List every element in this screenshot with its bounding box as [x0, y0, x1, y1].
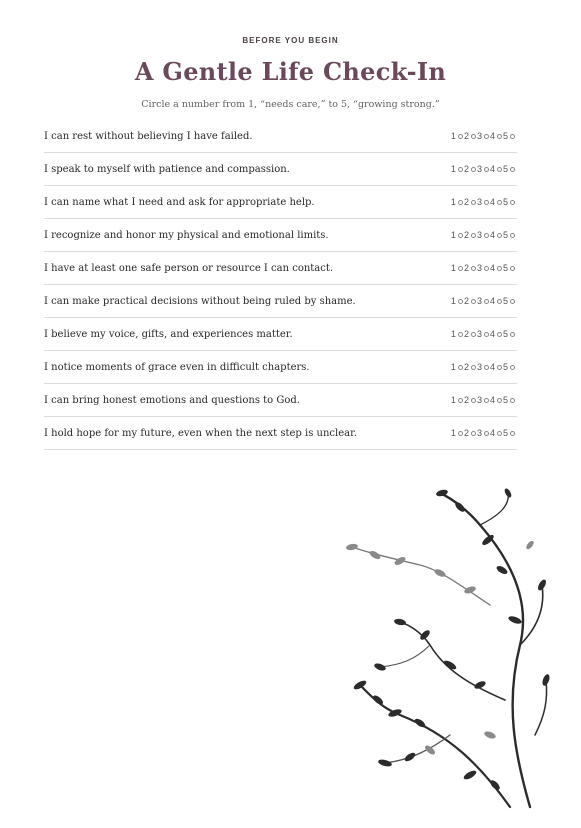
rating-circle-icon[interactable] — [471, 134, 476, 139]
rating-circle-icon[interactable] — [458, 266, 463, 271]
rating-circle-icon[interactable] — [458, 431, 463, 436]
rating-circle-icon[interactable] — [484, 266, 489, 271]
rating-circle-icon[interactable] — [497, 167, 502, 172]
rating-number: 3 — [476, 197, 482, 207]
rating-number: 5 — [502, 329, 508, 339]
rating-circle-icon[interactable] — [510, 365, 515, 370]
rating-option-1[interactable] — [451, 263, 463, 273]
rating-option-5[interactable] — [503, 395, 515, 405]
rating-option-2[interactable] — [464, 263, 476, 273]
eyebrow-label: BEFORE YOU BEGIN — [242, 36, 339, 45]
rating-circle-icon[interactable] — [471, 365, 476, 370]
rating-option-4[interactable] — [490, 395, 502, 405]
rating-circle-icon[interactable] — [484, 134, 489, 139]
rating-number: 4 — [489, 395, 495, 405]
rating-number: 2 — [463, 296, 469, 306]
rating-number: 3 — [476, 395, 482, 405]
rating-option-1[interactable] — [451, 362, 463, 372]
rating-option-4[interactable] — [490, 164, 502, 174]
rating-number: 2 — [463, 197, 469, 207]
rating-circle-icon[interactable] — [497, 398, 502, 403]
rating-option-2[interactable] — [464, 197, 476, 207]
rating-option-1[interactable] — [451, 164, 463, 174]
rating-option-4[interactable] — [490, 329, 502, 339]
rating-option-1[interactable] — [451, 395, 463, 405]
rating-circle-icon[interactable] — [471, 266, 476, 271]
rating-number: 1 — [450, 164, 456, 174]
statement-text: I can make practical decisions without being ruled by shame. — [44, 295, 356, 307]
checkin-row — [44, 318, 517, 351]
rating-number: 1 — [450, 197, 456, 207]
checkin-row — [44, 120, 517, 153]
rating-number: 3 — [476, 263, 482, 273]
rating-number: 3 — [476, 296, 482, 306]
rating-scale — [451, 395, 515, 405]
rating-option-3[interactable] — [477, 362, 489, 372]
rating-circle-icon[interactable] — [458, 167, 463, 172]
rating-option-5[interactable] — [503, 230, 515, 240]
rating-circle-icon[interactable] — [497, 332, 502, 337]
rating-number: 3 — [476, 230, 482, 240]
rating-circle-icon[interactable] — [484, 398, 489, 403]
rating-circle-icon[interactable] — [497, 431, 502, 436]
rating-circle-icon[interactable] — [510, 398, 515, 403]
statement-text: I hold hope for my future, even when the next step is unclear. — [44, 427, 357, 439]
rating-number: 1 — [450, 428, 456, 438]
rating-number: 4 — [489, 329, 495, 339]
statement-text: I have at least one safe person or resource I can contact. — [44, 262, 334, 274]
rating-number: 5 — [502, 395, 508, 405]
rating-circle-icon[interactable] — [497, 200, 502, 205]
rating-number: 4 — [489, 428, 495, 438]
rating-option-1[interactable] — [451, 230, 463, 240]
rating-option-1[interactable] — [451, 131, 463, 141]
rating-option-4[interactable] — [490, 131, 502, 141]
rating-number: 2 — [463, 395, 469, 405]
rating-scale — [451, 362, 515, 372]
rating-number: 5 — [502, 296, 508, 306]
rating-number: 1 — [450, 230, 456, 240]
rating-option-5[interactable] — [503, 362, 515, 372]
rating-number: 3 — [476, 131, 482, 141]
rating-circle-icon[interactable] — [510, 266, 515, 271]
checkin-row — [44, 252, 517, 285]
rating-number: 2 — [463, 164, 469, 174]
rating-number: 5 — [502, 164, 508, 174]
rating-circle-icon[interactable] — [471, 233, 476, 238]
rating-circle-icon[interactable] — [484, 200, 489, 205]
rating-option-2[interactable] — [464, 131, 476, 141]
rating-scale — [451, 296, 515, 306]
rating-number: 4 — [489, 131, 495, 141]
rating-option-4[interactable] — [490, 263, 502, 273]
rating-circle-icon[interactable] — [497, 233, 502, 238]
rating-option-1[interactable] — [451, 197, 463, 207]
rating-circle-icon[interactable] — [471, 167, 476, 172]
rating-scale — [451, 263, 515, 273]
rating-scale — [451, 230, 515, 240]
rating-number: 5 — [502, 131, 508, 141]
statement-text: I can rest without believing I have failed. — [44, 130, 253, 142]
rating-option-2[interactable] — [464, 395, 476, 405]
statement-text: I can name what I need and ask for appropriate help. — [44, 196, 315, 208]
rating-number: 5 — [502, 230, 508, 240]
checkin-row — [44, 384, 517, 417]
rating-option-2[interactable] — [464, 164, 476, 174]
checkin-row — [44, 219, 517, 252]
rating-option-2[interactable] — [464, 362, 476, 372]
rating-option-4[interactable] — [490, 296, 502, 306]
statement-text: I recognize and honor my physical and emotional limits. — [44, 229, 329, 241]
rating-circle-icon[interactable] — [458, 200, 463, 205]
rating-circle-icon[interactable] — [510, 134, 515, 139]
rating-option-5[interactable] — [503, 296, 515, 306]
rating-circle-icon[interactable] — [458, 299, 463, 304]
rating-circle-icon[interactable] — [458, 134, 463, 139]
rating-option-3[interactable] — [477, 329, 489, 339]
rating-option-1[interactable] — [451, 329, 463, 339]
rating-option-1[interactable] — [451, 296, 463, 306]
rating-circle-icon[interactable] — [484, 167, 489, 172]
rating-option-3[interactable] — [477, 428, 489, 438]
rating-number: 1 — [450, 296, 456, 306]
rating-option-4[interactable] — [490, 197, 502, 207]
rating-scale — [451, 197, 515, 207]
rating-circle-icon[interactable] — [510, 431, 515, 436]
rating-number: 4 — [489, 197, 495, 207]
rating-number: 4 — [489, 164, 495, 174]
rating-circle-icon[interactable] — [510, 167, 515, 172]
rating-circle-icon[interactable] — [510, 332, 515, 337]
rating-option-5[interactable] — [503, 263, 515, 273]
rating-number: 1 — [450, 329, 456, 339]
botanical-branch-illustration — [330, 485, 550, 810]
rating-number: 2 — [463, 428, 469, 438]
checkin-row — [44, 285, 517, 318]
rating-option-3[interactable] — [477, 296, 489, 306]
rating-circle-icon[interactable] — [497, 299, 502, 304]
statement-text: I believe my voice, gifts, and experiences matter. — [44, 328, 293, 340]
rating-number: 2 — [463, 230, 469, 240]
rating-option-2[interactable] — [464, 329, 476, 339]
rating-number: 1 — [450, 362, 456, 372]
rating-circle-icon[interactable] — [458, 398, 463, 403]
rating-circle-icon[interactable] — [484, 299, 489, 304]
rating-number: 4 — [489, 263, 495, 273]
rating-number: 5 — [502, 263, 508, 273]
rating-number: 2 — [463, 131, 469, 141]
statement-text: I speak to myself with patience and compassion. — [44, 163, 290, 175]
rating-scale — [451, 164, 515, 174]
rating-number: 5 — [502, 197, 508, 207]
rating-option-5[interactable] — [503, 197, 515, 207]
rating-circle-icon[interactable] — [497, 134, 502, 139]
rating-option-4[interactable] — [490, 230, 502, 240]
rating-number: 2 — [463, 263, 469, 273]
rating-circle-icon[interactable] — [471, 200, 476, 205]
checkin-row — [44, 153, 517, 186]
rating-number: 3 — [476, 362, 482, 372]
rating-option-5[interactable] — [503, 131, 515, 141]
rating-number: 1 — [450, 263, 456, 273]
rating-option-4[interactable] — [490, 362, 502, 372]
rating-option-3[interactable] — [477, 230, 489, 240]
rating-number: 4 — [489, 230, 495, 240]
rating-option-3[interactable] — [477, 263, 489, 273]
rating-option-4[interactable] — [490, 428, 502, 438]
rating-scale — [451, 428, 515, 438]
rating-circle-icon[interactable] — [471, 299, 476, 304]
rating-number: 2 — [463, 329, 469, 339]
rating-option-5[interactable] — [503, 164, 515, 174]
rating-number: 4 — [489, 296, 495, 306]
rating-number: 3 — [476, 428, 482, 438]
rating-number: 3 — [476, 164, 482, 174]
instructions: Circle a number from 1, “needs care,” to 5, “growing strong.” — [141, 99, 440, 110]
rating-option-3[interactable] — [477, 197, 489, 207]
checkin-row — [44, 351, 517, 384]
rating-circle-icon[interactable] — [458, 365, 463, 370]
rating-option-1[interactable] — [451, 428, 463, 438]
rating-circle-icon[interactable] — [471, 332, 476, 337]
statement-text: I can bring honest emotions and questions to God. — [44, 394, 300, 406]
rating-option-3[interactable] — [477, 164, 489, 174]
rating-circle-icon[interactable] — [510, 233, 515, 238]
rating-circle-icon[interactable] — [484, 431, 489, 436]
rating-circle-icon[interactable] — [484, 233, 489, 238]
checkin-row — [44, 186, 517, 219]
statement-text: I notice moments of grace even in difficult chapters. — [44, 361, 310, 373]
rating-option-2[interactable] — [464, 230, 476, 240]
page-title: A Gentle Life Check-In — [134, 57, 447, 86]
rating-circle-icon[interactable] — [497, 266, 502, 271]
rating-number: 5 — [502, 428, 508, 438]
rating-number: 3 — [476, 329, 482, 339]
checkin-list — [44, 120, 517, 450]
rating-circle-icon[interactable] — [471, 398, 476, 403]
rating-circle-icon[interactable] — [497, 365, 502, 370]
rating-circle-icon[interactable] — [458, 332, 463, 337]
rating-option-2[interactable] — [464, 296, 476, 306]
rating-option-3[interactable] — [477, 131, 489, 141]
rating-option-5[interactable] — [503, 329, 515, 339]
rating-circle-icon[interactable] — [510, 200, 515, 205]
checkin-row — [44, 417, 517, 450]
rating-option-3[interactable] — [477, 395, 489, 405]
rating-circle-icon[interactable] — [484, 332, 489, 337]
rating-number: 5 — [502, 362, 508, 372]
rating-option-5[interactable] — [503, 428, 515, 438]
rating-circle-icon[interactable] — [458, 233, 463, 238]
rating-option-2[interactable] — [464, 428, 476, 438]
rating-circle-icon[interactable] — [484, 365, 489, 370]
rating-circle-icon[interactable] — [471, 431, 476, 436]
rating-circle-icon[interactable] — [510, 299, 515, 304]
rating-number: 2 — [463, 362, 469, 372]
rating-number: 4 — [489, 362, 495, 372]
rating-scale — [451, 329, 515, 339]
rating-number: 1 — [450, 395, 456, 405]
rating-number: 1 — [450, 131, 456, 141]
rating-scale — [451, 131, 515, 141]
